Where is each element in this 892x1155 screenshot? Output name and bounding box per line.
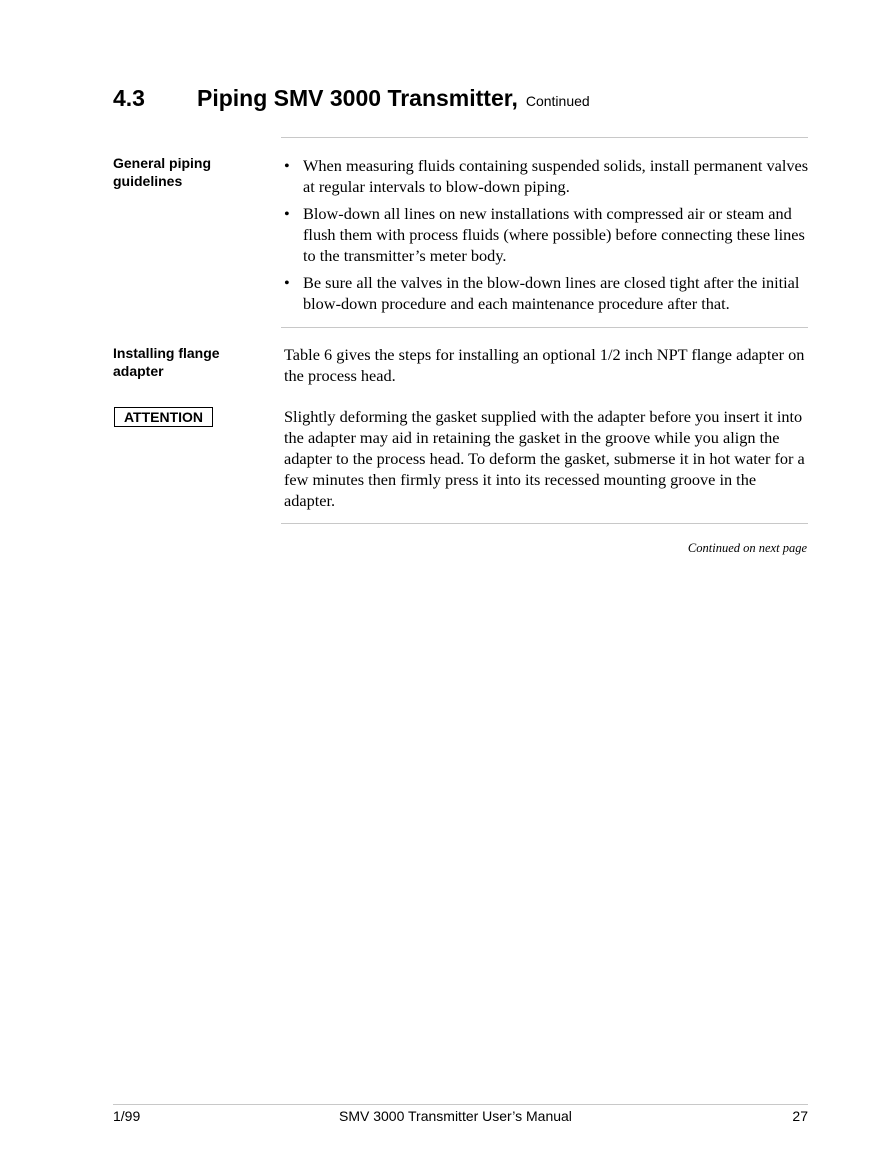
section-divider <box>281 137 808 138</box>
section-number: 4.3 <box>113 85 145 111</box>
list-item <box>284 203 810 266</box>
section-divider <box>281 523 808 524</box>
attention-text <box>284 406 810 511</box>
general-piping-label: General piping guidelines <box>113 155 212 189</box>
bullet-icon: • <box>284 204 290 223</box>
continued-label: Continued <box>525 93 590 109</box>
general-piping-content <box>284 155 810 320</box>
bullet-icon: • <box>284 273 290 292</box>
list-item <box>284 272 810 314</box>
guidelines-list <box>284 155 810 314</box>
attention-paragraph: Slightly deforming the gasket supplied with the adapter before you insert it into the adapter may aid in retaining the gasket in the groove while you align the adapter to the process head. To deform the gasket, submerse it in hot water for a few minutes then firmly press it into its recessed mounting groove in the adapter. <box>284 407 805 510</box>
footer-page-number: 27 <box>792 1108 808 1124</box>
section-heading <box>113 84 590 115</box>
flange-adapter-paragraph: Table 6 gives the steps for installing an optional 1/2 inch NPT flange adapter on the process head. <box>284 345 805 385</box>
attention-badge: ATTENTION <box>114 407 213 427</box>
flange-adapter-text <box>284 344 810 386</box>
list-item <box>284 155 810 197</box>
section-title: Piping SMV 3000 Transmitter, <box>197 85 518 111</box>
flange-adapter-label: Installing flange adapter <box>113 345 220 379</box>
list-item-text: Blow-down all lines on new installations with compressed air or steam and flush them with process fluids (where possible) before connecting these lines to the transmitter’s meter body. <box>303 204 805 265</box>
footer-date: 1/99 <box>113 1108 141 1124</box>
footer-divider <box>113 1104 808 1105</box>
footer-manual-title: SMV 3000 Transmitter User’s Manual <box>339 1108 572 1124</box>
list-item-text: Be sure all the valves in the blow-down lines are closed tight after the initial blow-down procedure and each maintenance procedure after that. <box>303 273 800 313</box>
continued-on-next-page: Continued on next page <box>687 541 807 555</box>
bullet-icon: • <box>284 156 290 175</box>
list-item-text: When measuring fluids containing suspended solids, install permanent valves at regular intervals to blow-down piping. <box>303 156 809 196</box>
section-divider <box>281 327 808 328</box>
